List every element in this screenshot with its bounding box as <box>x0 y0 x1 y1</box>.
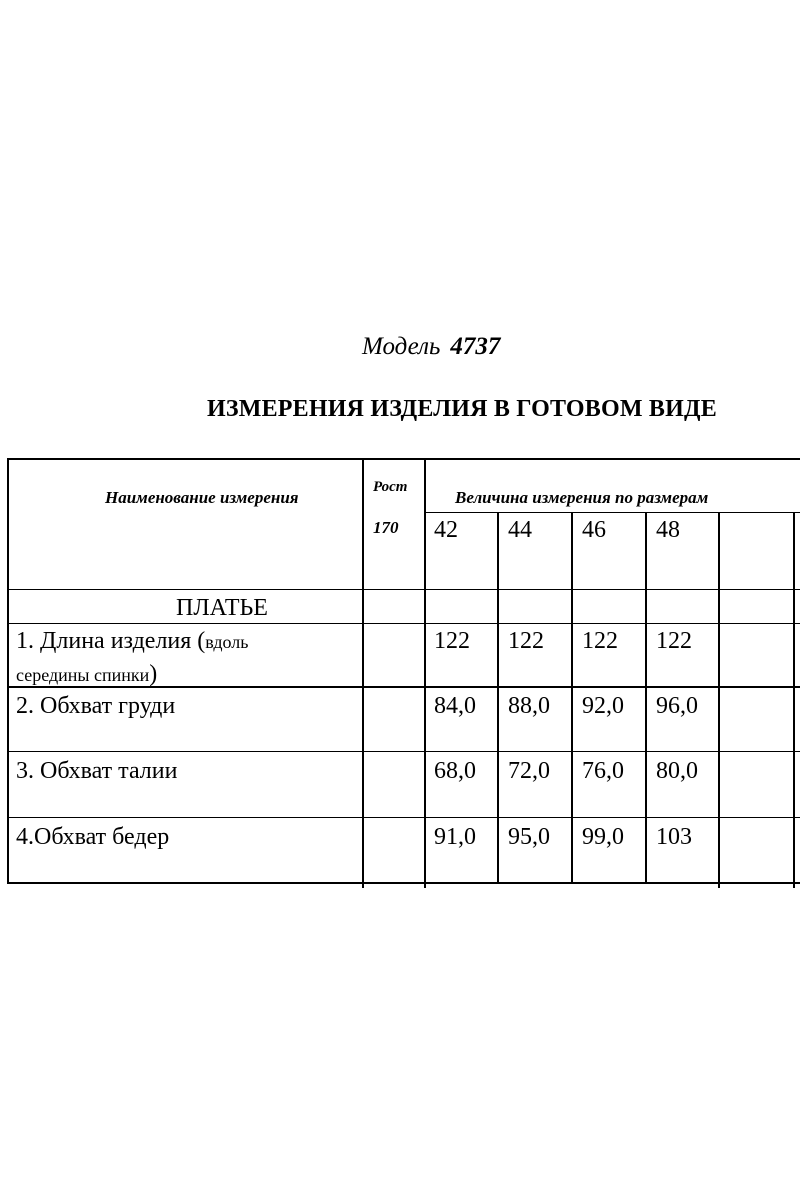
size-extra-divider <box>793 512 795 888</box>
row-4-value-44: 95,0 <box>508 824 550 850</box>
size-48: 48 <box>656 517 680 543</box>
name-col-divider <box>362 458 364 888</box>
size-44-divider <box>571 512 573 884</box>
row-1-label-line-2 <box>16 662 157 686</box>
row-2-bottom-line <box>8 751 800 752</box>
row-2-value-46: 92,0 <box>582 693 624 719</box>
row-3-value-46: 76,0 <box>582 758 624 784</box>
height-label: Рост <box>373 479 408 495</box>
row-3-value-42: 68,0 <box>434 758 476 784</box>
size-46-divider <box>645 512 647 884</box>
row-3-value-48: 80,0 <box>656 758 698 784</box>
row-2-value-48: 96,0 <box>656 693 698 719</box>
sizes-header-divider <box>425 512 800 513</box>
header-bottom-line <box>8 589 800 590</box>
row-2-label: 2. Обхват груди <box>16 693 176 719</box>
height-col-divider <box>424 458 426 888</box>
size-42: 42 <box>434 517 458 543</box>
row-1-label-small-1: вдоль <box>205 632 249 652</box>
row-1-value-48: 122 <box>656 628 692 654</box>
model-label: Модель <box>362 333 441 360</box>
document-title: ИЗМЕРЕНИЯ ИЗДЕЛИЯ В ГОТОВОМ ВИДЕ <box>207 396 717 422</box>
row-1-label-small-2: середины спинки <box>16 665 150 685</box>
row-4-label: 4.Обхват бедер <box>16 824 170 850</box>
height-value: 170 <box>373 518 399 537</box>
row-4-value-46: 99,0 <box>582 824 624 850</box>
sizes-header: Величина измерения по размерам <box>455 488 709 507</box>
table-border-top <box>8 458 800 460</box>
row-1-value-42: 122 <box>434 628 470 654</box>
size-46: 46 <box>582 517 606 543</box>
row-2-value-42: 84,0 <box>434 693 476 719</box>
row-4-value-42: 91,0 <box>434 824 476 850</box>
size-42-divider <box>497 512 499 884</box>
size-48-divider <box>718 512 720 888</box>
section-bottom-line <box>8 623 800 624</box>
row-4-bottom-line <box>8 882 800 884</box>
model-number: 4737 <box>450 333 501 360</box>
size-44: 44 <box>508 517 532 543</box>
row-3-label: 3. Обхват талии <box>16 758 178 784</box>
model-line <box>362 333 500 361</box>
table-border-left <box>7 458 9 884</box>
row-3-bottom-line <box>8 817 800 818</box>
row-1-value-44: 122 <box>508 628 544 654</box>
row-3-value-44: 72,0 <box>508 758 550 784</box>
section-title: ПЛАТЬЕ <box>176 595 268 621</box>
row-1-label <box>16 629 248 653</box>
row-1-bottom-line <box>8 686 800 688</box>
row-4-value-48: 103 <box>656 824 692 850</box>
row-1-label-close: ) <box>149 661 158 687</box>
row-2-value-44: 88,0 <box>508 693 550 719</box>
name-column-header: Наименование измерения <box>105 488 299 507</box>
row-1-value-46: 122 <box>582 628 618 654</box>
row-1-label-main: 1. Длина изделия ( <box>16 628 206 654</box>
